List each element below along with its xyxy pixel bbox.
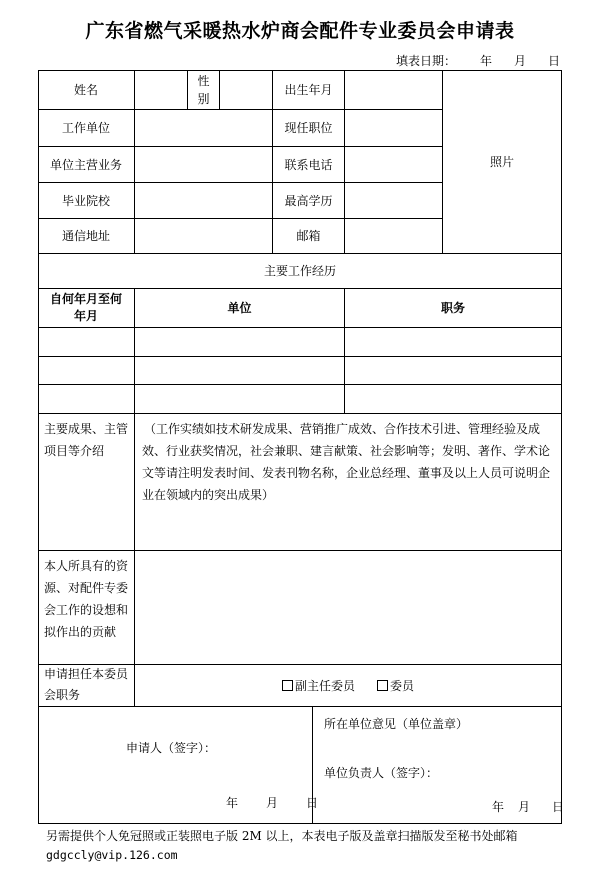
label-name: 姓名 (73, 82, 98, 97)
input-birth[interactable] (345, 70, 442, 109)
fill-date-day: 日 (548, 54, 561, 68)
unit-date-year: 年 (492, 800, 505, 814)
work-row-2-duty[interactable] (345, 357, 561, 384)
apply-role-options (135, 665, 561, 706)
label-business: 单位主营业务 (49, 157, 122, 172)
work-row-1-period[interactable] (38, 328, 134, 356)
application-form (38, 70, 565, 824)
col-period: 自何年月至何年月 (49, 292, 122, 323)
label-apply-role: 申请担任本委员会职务 (44, 667, 129, 702)
applicant-date (226, 792, 318, 814)
label-phone: 联系电话 (284, 157, 333, 172)
unit-opinion-label: 所在单位意见（单位盖章） (324, 717, 469, 731)
label-employer: 工作单位 (61, 121, 110, 135)
work-row-1-duty[interactable] (345, 328, 561, 356)
input-education[interactable] (345, 183, 442, 218)
label-gender: 性别 (197, 73, 210, 106)
border-bottom (38, 823, 562, 824)
photo-box[interactable]: 照片 (489, 154, 514, 169)
checkbox-member[interactable] (377, 680, 388, 691)
applicant-signature-label: 申请人（签字）： (126, 741, 217, 755)
input-employer[interactable] (135, 110, 272, 146)
option-member-label: 委员 (390, 678, 415, 693)
label-birth: 出生年月 (284, 82, 333, 97)
work-row-3-duty[interactable] (345, 385, 561, 413)
input-gender[interactable] (220, 70, 272, 109)
label-address: 通信地址 (61, 229, 110, 243)
unit-date-month: 月 (518, 800, 531, 814)
label-email: 邮箱 (296, 229, 321, 243)
fill-date-month: 月 (514, 54, 527, 68)
work-row-3-unit[interactable] (135, 385, 344, 413)
rule (38, 706, 562, 707)
label-position: 现任职位 (284, 121, 333, 135)
rule (38, 413, 562, 414)
footer-email[interactable]: gdgccly@vip.126.com (46, 848, 178, 862)
fill-date-year: 年 (480, 54, 493, 68)
work-row-1-unit[interactable] (135, 328, 344, 356)
input-name[interactable] (135, 70, 187, 109)
footer-note: 另需提供个人免冠照或正装照电子版 2M 以上，本表电子版及盖章扫描版发至秘书处邮箱 (46, 829, 518, 843)
checkbox-vice-chair[interactable] (282, 680, 293, 691)
col-duty: 职务 (440, 301, 465, 315)
option-vice-chair-label: 副主任委员 (294, 678, 355, 693)
input-address[interactable] (135, 219, 272, 253)
label-achievements: 主要成果、主管项目等介绍 (44, 422, 129, 458)
label-resources: 本人所具有的资源、对配件专委会工作的设想和拟作出的贡献 (44, 559, 129, 639)
option-member[interactable] (377, 677, 414, 695)
input-phone[interactable] (345, 147, 442, 182)
fill-date (396, 52, 560, 69)
input-email[interactable] (345, 219, 442, 253)
border-right (561, 70, 562, 824)
input-school[interactable] (135, 183, 272, 218)
input-business[interactable] (135, 147, 272, 182)
input-position[interactable] (345, 110, 442, 146)
work-history-title: 主要工作经历 (263, 264, 336, 278)
unit-leader-label: 单位负责人（签字）： (324, 766, 439, 780)
col-unit: 单位 (227, 301, 252, 315)
input-resources[interactable] (135, 551, 561, 664)
applicant-date-month: 月 (266, 796, 279, 810)
form-title: 广东省燃气采暖热水炉商会配件专业委员会申请表 (85, 20, 515, 42)
applicant-date-day: 日 (306, 796, 319, 810)
work-row-2-unit[interactable] (135, 357, 344, 384)
work-row-2-period[interactable] (38, 357, 134, 384)
label-school: 毕业院校 (61, 193, 110, 208)
applicant-date-year: 年 (226, 796, 239, 810)
work-row-3-period[interactable] (38, 385, 134, 413)
achievements-hint[interactable]: （工作实绩如技术研发成果、营销推广成效、合作技术引进、管理经验及成效、行业获奖情况，社会兼职、建言献策、社会影响等；发明、著作、学术论文等请注明发表时间、发表刊物名称，企业总经理、董事及以上人员可说明企业在领域内的突出成果） (142, 422, 551, 502)
unit-date-day: 日 (552, 800, 565, 814)
option-vice-chair[interactable] (282, 677, 355, 695)
fill-date-label: 填表日期： (396, 54, 457, 68)
unit-date (492, 796, 564, 818)
label-education: 最高学历 (284, 193, 333, 208)
